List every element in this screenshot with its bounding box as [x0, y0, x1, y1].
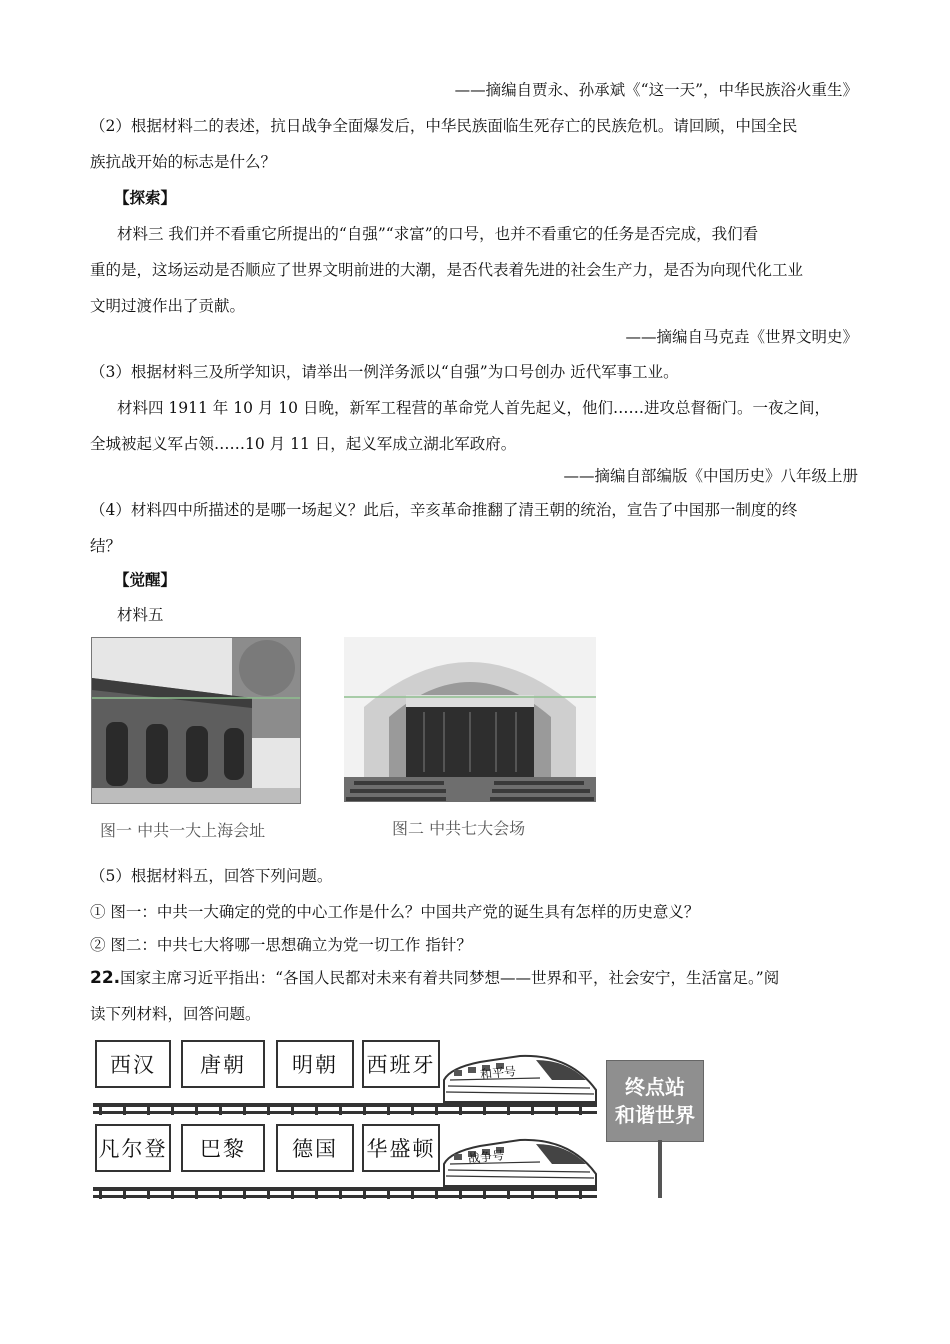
question-5-2: ② 图二：中共七大将哪一思想确立为党一切工作 指针？ — [90, 936, 472, 954]
question-5: （5）根据材料五，回答下列问题。 — [90, 867, 333, 885]
train-peace-icon — [440, 1050, 598, 1106]
fig2-photo — [344, 637, 596, 802]
signpost-board — [606, 1060, 704, 1142]
train-war — [440, 1134, 598, 1190]
station-row2-1: 凡尔登 — [95, 1124, 171, 1172]
train-war-label: 战争号 — [467, 1148, 505, 1166]
fig1-building-image — [92, 638, 300, 803]
section-awaken: 【觉醒】 — [114, 570, 177, 589]
question-2-line-1: （2）根据材料二的表述，抗日战争全面爆发后，中华民族面临生死存亡的民族危机。请回顾，中国全民 — [90, 117, 798, 135]
train-peace-label: 和平号 — [479, 1064, 517, 1082]
station-row2-2: 巴黎 — [181, 1124, 265, 1172]
question-22-number: 22. — [90, 968, 121, 988]
signpost-pole — [658, 1140, 662, 1198]
station-row2-4: 华盛顿 — [362, 1124, 440, 1172]
source-material-3: ——摘编自马克垚《世界文明史》 — [625, 328, 858, 346]
question-22-text: 国家主席习近平指出：“各国人民都对未来有着共同梦想——世界和平，社会安宁，生活富足。”阅 — [120, 969, 780, 987]
station-row1-4: 西班牙 — [362, 1040, 440, 1088]
fig2-auditorium-image — [344, 637, 596, 802]
question-4-line-1: （4）材料四中所描述的是哪一场起义？此后，辛亥革命推翻了清王朝的统治，宣告了中国那一制度的终 — [90, 501, 798, 519]
terminal-signpost — [606, 1060, 702, 1200]
signpost-line-1: 终点站 — [625, 1075, 685, 1099]
material-3-line-2: 重的是，这场运动是否顺应了世界文明前进的大潮，是否代表着先进的社会生产力，是否为向现代化工业 — [90, 261, 804, 279]
station-row1-3: 明朝 — [276, 1040, 354, 1088]
fig1-caption: 图一 中共一大上海会址 — [100, 821, 266, 840]
question-2-line-2: 族抗战开始的标志是什么？ — [90, 153, 277, 171]
source-material-4: ——摘编自部编版《中国历史》八年级上册 — [563, 467, 858, 485]
station-row1-1: 西汉 — [95, 1040, 171, 1088]
source-material-2: ——摘编自贾永、孙承斌《“这一天”，中华民族浴火重生》 — [454, 81, 858, 99]
train-war-icon — [440, 1134, 598, 1190]
material-3-line-1: 材料三 我们并不看重它所提出的“自强”“求富”的口号，也并不看重它的任务是否完成，我们看 — [117, 225, 759, 243]
material-3-line-3: 文明过渡作出了贡献。 — [90, 297, 246, 315]
material-5-label: 材料五 — [117, 606, 164, 624]
question-4-line-2: 结？ — [90, 537, 122, 555]
question-3: （3）根据材料三及所学知识，请举出一例洋务派以“自强”为口号创办 近代军事工业。 — [90, 363, 679, 381]
fig2-caption: 图二 中共七大会场 — [392, 819, 526, 838]
signpost-line-2: 和谐世界 — [615, 1103, 695, 1127]
question-22-line-2: 读下列材料，回答问题。 — [90, 1005, 261, 1023]
fig1-photo — [91, 637, 301, 804]
station-row1-2: 唐朝 — [181, 1040, 265, 1088]
section-explore: 【探索】 — [114, 188, 177, 207]
question-22-line-1 — [90, 968, 779, 988]
station-row2-3: 德国 — [276, 1124, 354, 1172]
train-peace — [440, 1050, 598, 1106]
material-4-line-2: 全城被起义军占领……10 月 11 日，起义军成立湖北军政府。 — [90, 435, 517, 453]
question-5-1: ① 图一：中共一大确定的党的中心工作是什么？中国共产党的诞生具有怎样的历史意义？ — [90, 903, 700, 921]
material-4-line-1: 材料四 1911 年 10 月 10 日晚，新军工程营的革命党人首先起义，他们……进攻总督衙门。一夜之间， — [117, 399, 830, 417]
